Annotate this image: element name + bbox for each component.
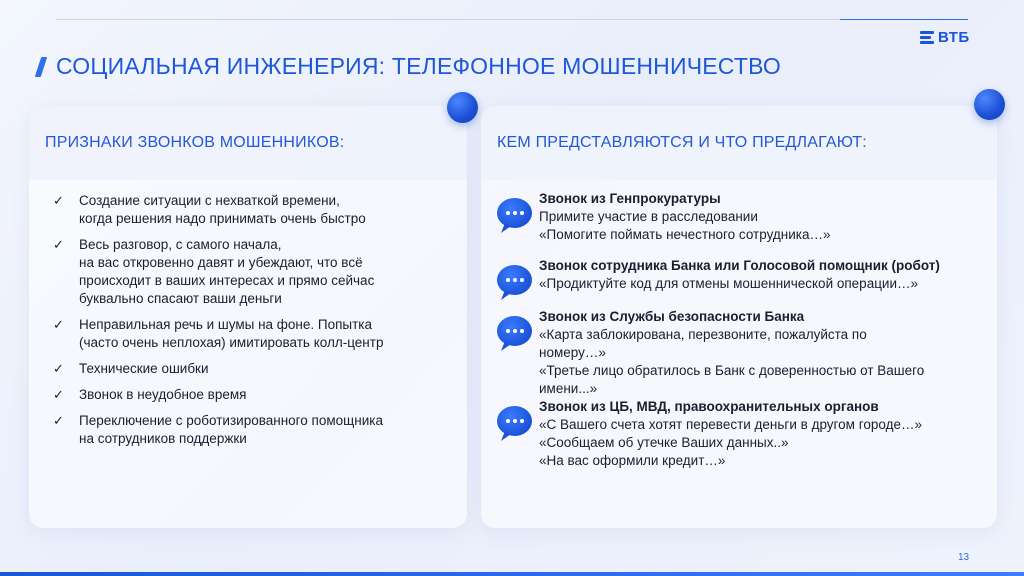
vtb-logo	[920, 28, 972, 46]
bottom-accent-bar	[0, 572, 1024, 576]
checklist-item	[53, 386, 413, 404]
call-body	[539, 190, 830, 244]
checkmark-icon: ✓	[53, 317, 64, 332]
call-line: «Продиктуйте код для отмены мошеннической операции…»	[539, 276, 919, 291]
checklist-item-text	[79, 316, 383, 352]
calls-list	[497, 190, 987, 470]
logo-stripes-icon	[920, 31, 934, 44]
checklist-line: когда решения надо принимать очень быстро	[79, 211, 366, 226]
decor-dot-left	[447, 92, 478, 123]
page-title: СОЦИАЛЬНАЯ ИНЖЕНЕРИЯ: ТЕЛЕФОННОЕ МОШЕННИЧЕСТВО	[56, 53, 781, 79]
call-line: «Третье лицо обратилось в Банк с доверенностью от Вашего	[539, 363, 925, 378]
checklist-item	[53, 412, 413, 448]
call-line: имени...»	[539, 381, 598, 396]
chat-bubble-icon	[497, 265, 532, 295]
call-icon-wrap	[497, 190, 539, 244]
call-title: Звонок из ЦБ, МВД, правоохранительных органов	[539, 399, 879, 414]
checkmark-icon: ✓	[53, 237, 64, 252]
title-slash-icon	[35, 57, 47, 77]
call-line: «Помогите поймать нечестного сотрудника…»	[539, 227, 831, 242]
checklist-line: Неправильная речь и шумы на фоне. Попытка	[79, 317, 372, 332]
checklist-item	[53, 360, 413, 378]
checklist-item-text	[79, 236, 374, 308]
call-body	[539, 308, 924, 398]
call-title: Звонок из Генпрокуратуры	[539, 191, 721, 206]
chat-bubble-icon	[497, 316, 532, 346]
checklist-item-text	[79, 360, 209, 378]
checklist-line: на сотрудников поддержки	[79, 431, 247, 446]
call-body	[539, 398, 922, 470]
checklist-item	[53, 192, 413, 228]
call-item	[497, 257, 987, 295]
offers-panel-header	[481, 106, 997, 180]
signs-checklist	[53, 192, 413, 456]
checklist-line: (часто очень неплохая) имитировать колл-центр	[79, 335, 384, 350]
checkmark-icon: ✓	[53, 193, 64, 208]
checklist-line: происходит в ваших интересах и прямо сейчас	[79, 273, 375, 288]
decor-dot-right	[974, 89, 1005, 120]
logo-text: ВТБ	[938, 28, 970, 46]
checklist-item	[53, 316, 413, 352]
checklist-line: Переключение с роботизированного помощника	[79, 413, 383, 428]
checklist-line: на вас откровенно давят и убеждают, что всё	[79, 255, 363, 270]
checklist-line: буквально спасают ваши деньги	[79, 291, 282, 306]
call-line: «Карта заблокирована, перезвоните, пожалуйста по	[539, 327, 867, 342]
checklist-line: Создание ситуации с нехваткой времени,	[79, 193, 340, 208]
checklist-item-text	[79, 386, 246, 404]
call-icon-wrap	[497, 398, 539, 470]
checklist-line: Технические ошибки	[79, 361, 209, 376]
call-icon-wrap	[497, 257, 539, 295]
signs-panel-heading: ПРИЗНАКИ ЗВОНКОВ МОШЕННИКОВ:	[45, 134, 345, 151]
offers-panel-heading: КЕМ ПРЕДСТАВЛЯЮТСЯ И ЧТО ПРЕДЛАГАЮТ:	[497, 134, 867, 151]
checkmark-icon: ✓	[53, 361, 64, 376]
call-item	[497, 398, 987, 470]
checklist-line: Звонок в неудобное время	[79, 387, 247, 402]
call-item	[497, 190, 987, 244]
checkmark-icon: ✓	[53, 387, 64, 402]
checklist-line: Весь разговор, с самого начала,	[79, 237, 282, 252]
call-line: номеру…»	[539, 345, 606, 360]
call-title: Звонок сотрудника Банка или Голосовой помощник (робот)	[539, 258, 940, 273]
call-line: «Сообщаем об утечке Ваших данных..»	[539, 435, 789, 450]
top-divider-accent	[840, 19, 968, 20]
signs-panel-header	[29, 106, 467, 180]
page-number: 13	[958, 552, 970, 563]
checkmark-icon: ✓	[53, 413, 64, 428]
checklist-item-text	[79, 192, 366, 228]
call-title: Звонок из Службы безопасности Банка	[539, 309, 805, 324]
checklist-item	[53, 236, 413, 308]
call-item	[497, 308, 987, 398]
call-body	[539, 257, 940, 295]
call-line: «На вас оформили кредит…»	[539, 453, 726, 468]
title-row	[38, 53, 781, 80]
top-divider	[56, 19, 968, 20]
call-icon-wrap	[497, 308, 539, 398]
call-line: «С Вашего счета хотят перевести деньги в другом городе…»	[539, 417, 922, 432]
chat-bubble-icon	[497, 406, 532, 436]
checklist-item-text	[79, 412, 383, 448]
chat-bubble-icon	[497, 198, 532, 228]
call-line: Примите участие в расследовании	[539, 209, 758, 224]
